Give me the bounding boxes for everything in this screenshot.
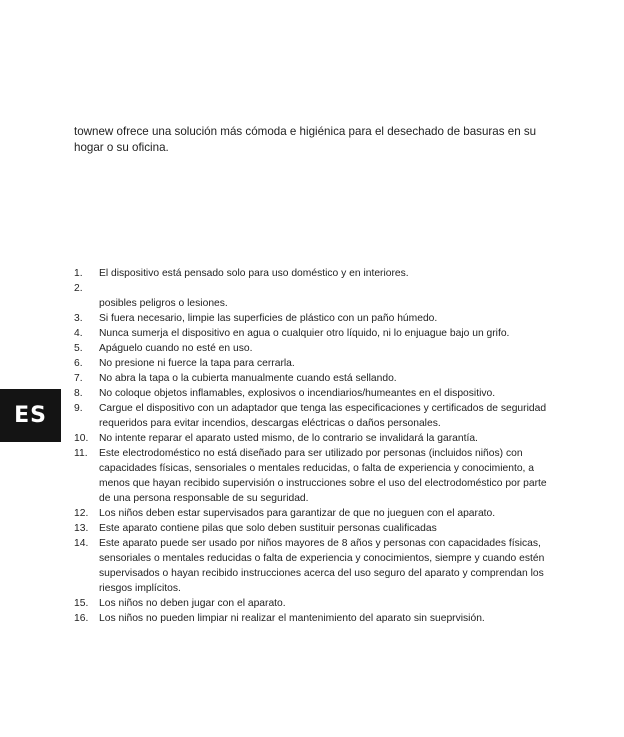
item-text: El dispositivo está pensado solo para uso doméstico y en interiores.	[99, 268, 409, 279]
list-item	[74, 536, 560, 596]
list-item	[74, 386, 560, 401]
item-number: 11.	[74, 448, 88, 459]
list-item	[74, 371, 560, 386]
item-text: Apáguelo cuando no esté en uso.	[99, 343, 253, 354]
item-text: Los niños no deben jugar con el aparato.	[99, 598, 286, 609]
item-text: Los niños no pueden limpiar ni realizar el mantenimiento del aparato sin sueprvisión.	[99, 613, 485, 624]
item-number: 5.	[74, 343, 83, 354]
item-text: Este aparato puede ser usado por niños mayores de 8 años y personas con capacidades físicas, sensoriales o mentales reducidas o falta de experiencia y conocimientos, siempre y cuando estén supervisados o hayan recibido instrucciones acerca del uso seguro del aparato y comprendan los riesgos implícitos.	[99, 538, 545, 594]
language-tab: ES	[0, 389, 61, 442]
item-text: Este aparato contiene pilas que solo deben sustituir personas cualificadas	[99, 523, 437, 534]
item-text: Si fuera necesario, limpie las superficies de plástico con un paño húmedo.	[99, 313, 438, 324]
list-item	[74, 326, 560, 341]
list-item	[74, 521, 560, 536]
item-text	[99, 281, 560, 296]
list-item	[74, 266, 560, 281]
item-number: 9.	[74, 403, 83, 414]
list-item	[74, 401, 560, 431]
item-text: Nunca sumerja el dispositivo en agua o cualquier otro líquido, ni lo enjuague bajo un grifo.	[99, 328, 510, 339]
item-number: 7.	[74, 373, 83, 384]
item-number: 14.	[74, 538, 89, 549]
item-number: 1.	[74, 268, 83, 279]
item-text: Cargue el dispositivo con un adaptador que tenga las especificaciones y certificados de seguridad requeridos para evitar incendios, descargas eléctricas o daños personales.	[99, 403, 547, 429]
list-item	[74, 356, 560, 371]
item-number: 2.	[74, 283, 83, 294]
item-text: No coloque objetos inflamables, explosivos o incendiarios/humeantes en el dispositivo.	[99, 388, 496, 399]
item-text: No presione ni fuerce la tapa para cerrarla.	[99, 358, 295, 369]
safety-instructions-list	[74, 266, 560, 626]
item-text: Este electrodoméstico no está diseñado para ser utilizado por personas (incluidos niños) con capacidades físicas, sensoriales o mentales reducidas, o falta de experiencia y conocimiento, a menos que hayan recibido supervisión o instrucciones sobre el uso del electrodoméstico por parte de una persona responsable de su seguridad.	[99, 448, 547, 504]
list-item	[74, 296, 560, 311]
list-item	[74, 431, 560, 446]
item-number: 12.	[74, 508, 89, 519]
item-number: 6.	[74, 358, 83, 369]
item-number: 10.	[74, 433, 89, 444]
item-text: Los niños deben estar supervisados para garantizar de que no jueguen con el aparato.	[99, 508, 496, 519]
item-number: 4.	[74, 328, 83, 339]
item-number: 16.	[74, 613, 89, 624]
item-number: 3.	[74, 313, 83, 324]
list-item	[74, 596, 560, 611]
list-item	[74, 611, 560, 626]
list-item	[74, 506, 560, 521]
list-item	[74, 311, 560, 326]
list-item	[74, 281, 560, 296]
list-item	[74, 446, 560, 506]
item-text: No intente reparar el aparato usted mismo, de lo contrario se invalidará la garantía.	[99, 433, 478, 444]
list-item	[74, 341, 560, 356]
item-number	[74, 296, 99, 311]
item-number: 15.	[74, 598, 89, 609]
item-text: posibles peligros o lesiones.	[99, 298, 228, 309]
intro-paragraph: townew ofrece una solución más cómoda e higiénica para el desechado de basuras en su hogar o su oficina.	[74, 125, 537, 154]
item-number: 8.	[74, 388, 83, 399]
item-number: 13.	[74, 523, 89, 534]
item-text: No abra la tapa o la cubierta manualmente cuando está sellando.	[99, 373, 397, 384]
